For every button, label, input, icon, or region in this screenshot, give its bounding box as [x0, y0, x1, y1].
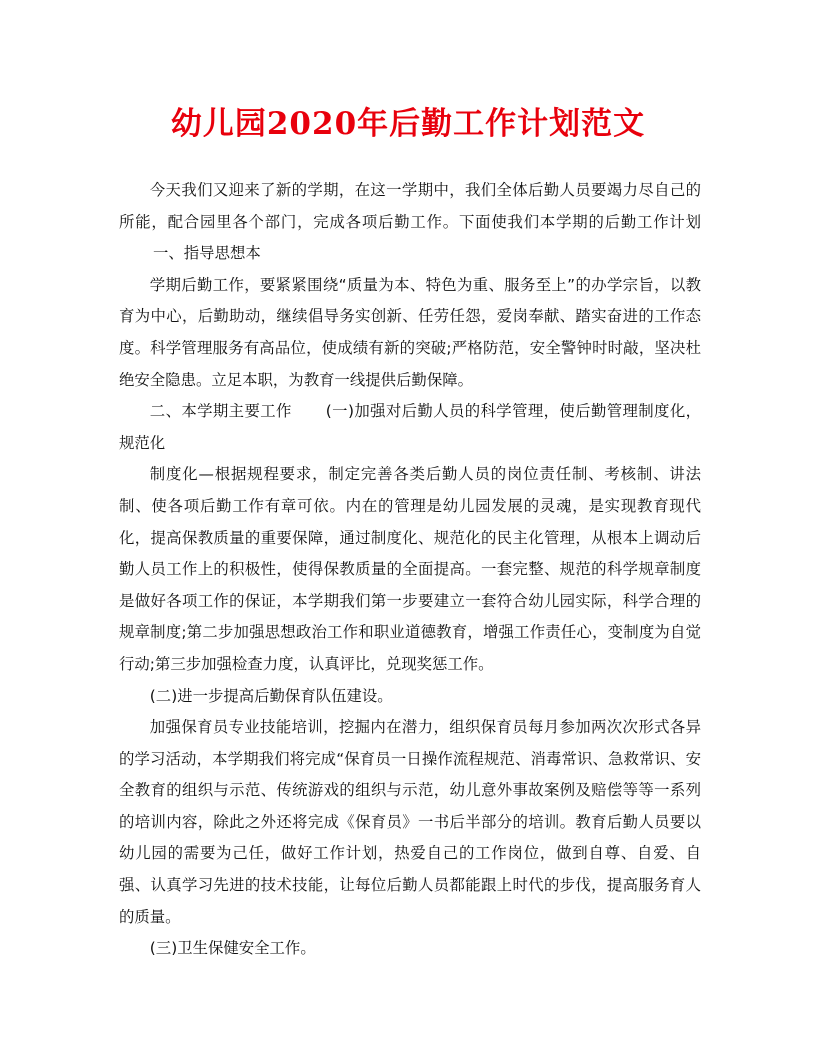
section-heading-tasks: 二、本学期主要工作 [149, 402, 292, 421]
tasks-paragraph [119, 396, 701, 459]
document-title: 幼儿园2020年后勤工作计划范文 [170, 106, 646, 142]
document-body [119, 175, 701, 965]
guiding-paragraph: 学期后勤工作，要紧紧围绕“质量为本、特色为重、服务至上”的办学宗旨，以教育为中心，后勤助动，继续倡导务实创新、任劳任怨，爱岗奉献、踏实奋进的工作态度。科学管理服务有高品位，使成绩有新的突破;严格防范，安全警钟时时敲，坚决杜绝安全隐患。立足本职，为教育一线提供后勤保障。 [119, 275, 701, 389]
system-paragraph: 制度化—根据规程要求，制定完善各类后勤人员的岗位责任制、考核制、讲法制、使各项后勤工作有章可依。内在的管理是幼儿园发展的灵魂，是实现教育现代化，提高保教质量的重要保障，通过制度化、规范化的民主化管理，从根本上调动后勤人员工作上的积极性，使得保教质量的全面提高。一套完整、规范的科学规章制度是做好各项工作的保证，本学期我们第一步要建立一套符合幼儿园实际，科学合理的规章制度;第二步加强思想政治工作和职业道德教育，增强工作责任心，变制度为自觉行动;第三步加强检查力度，认真评比，兑现奖惩工作。 [119, 465, 701, 673]
intro-text: 今天我们又迎来了新的学期，在这一学期中，我们全体后勤人员要竭力尽自己的所能，配合园里各个部门，完成各项后勤工作。下面使我们本学期的后勤工作计划 [119, 181, 701, 231]
intro-paragraph [119, 175, 701, 270]
training-paragraph: 加强保育员专业技能培训，挖掘内在潜力，组织保育员每月参加两次次形式各异的学习活动，本学期我们将完成“保育员一日操作流程规范、消毒常识、急救常识、安全教育的组织与示范、传统游戏的组织与示范，幼儿意外事故案例及赔偿等等一系列的培训内容，除此之外还将完成《保育员》一书后半部分的培训。教育后勤人员要以幼儿园的需要为己任，做好工作计划，热爱自己的工作岗位，做到自尊、自爱、自强、认真学习先进的技术技能，让每位后勤人员都能跟上时代的步伐，提高服务育人的质量。 [119, 718, 701, 926]
section-heading-guiding: 一、指导思想本 [153, 244, 261, 263]
subsection-heading-health: (三)卫生保健安全工作。 [149, 939, 316, 958]
subsection-heading-management: (一)加强对后勤人员的科学管理，使后勤管理制度化，规范化 [119, 402, 701, 452]
subsection-heading-team: (二)进一步提高后勤保育队伍建设。 [149, 686, 393, 705]
